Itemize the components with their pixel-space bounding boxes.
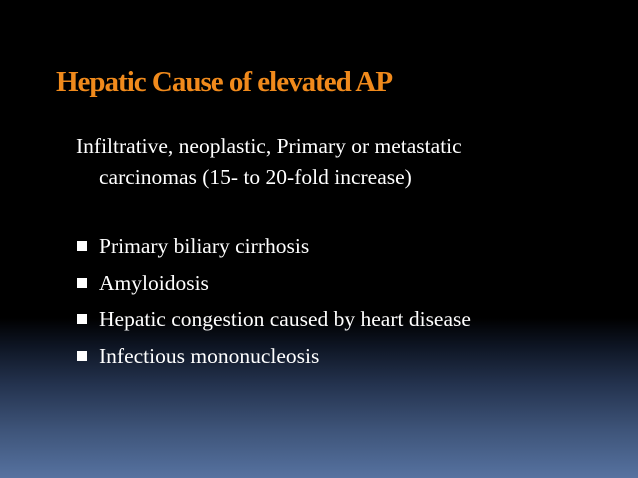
slide-title: Hepatic Cause of elevated AP xyxy=(56,66,393,98)
square-bullet-icon xyxy=(77,314,87,324)
list-item xyxy=(76,305,471,342)
list-item xyxy=(76,232,471,269)
list-item-text: Primary biliary cirrhosis xyxy=(99,234,310,258)
intro-line-1: Infiltrative, neoplastic, Primary or metastatic xyxy=(76,134,462,158)
square-bullet-icon xyxy=(77,241,87,251)
square-bullet-icon xyxy=(77,278,87,288)
intro-paragraph xyxy=(76,131,596,193)
intro-line-2: carcinomas (15- to 20-fold increase) xyxy=(99,165,412,189)
list-item-text: Hepatic congestion caused by heart disease xyxy=(99,307,471,331)
list-item-text: Amyloidosis xyxy=(99,270,209,295)
square-bullet-icon xyxy=(77,351,87,361)
list-item-text: Infectious mononucleosis xyxy=(99,343,320,368)
list-item xyxy=(76,342,471,379)
list-item xyxy=(76,269,471,306)
bullet-list xyxy=(76,232,471,378)
